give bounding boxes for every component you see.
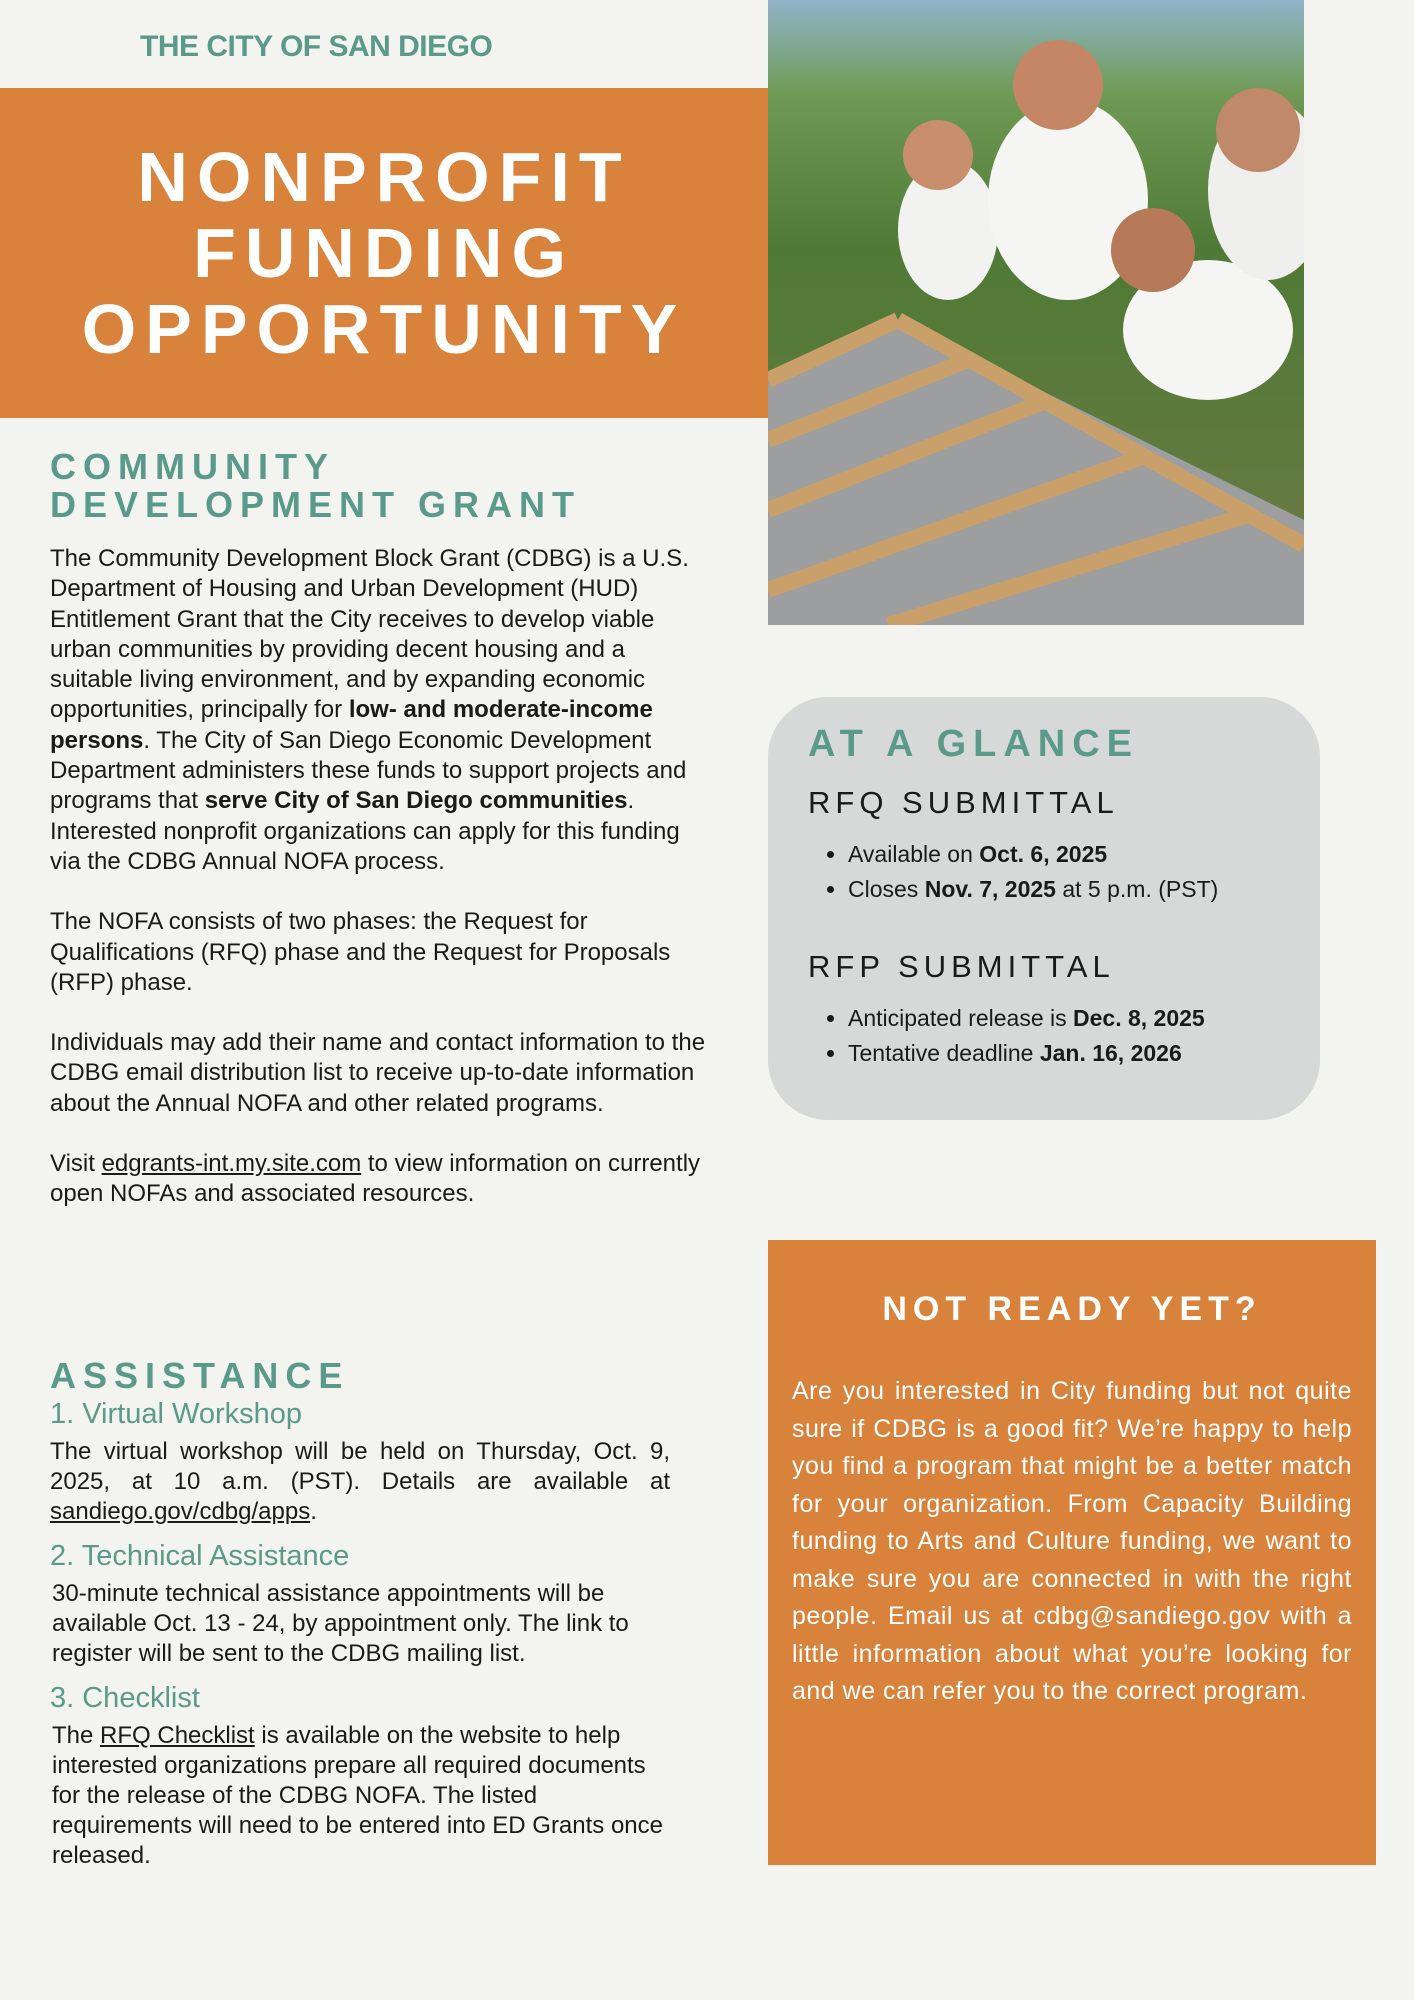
date: Jan. 16, 2026 xyxy=(1039,1040,1182,1066)
checklist-title: 3. Checklist xyxy=(50,1682,200,1714)
date: Oct. 6, 2025 xyxy=(979,841,1108,867)
rfp-release xyxy=(848,1001,1280,1036)
cdg-paragraph-4 xyxy=(50,1149,710,1210)
text: Tentative deadline xyxy=(848,1040,1040,1066)
bold-text: serve City of San Diego communities xyxy=(204,787,628,815)
title-line: NONPROFIT xyxy=(137,138,631,216)
assistance-heading: ASSISTANCE xyxy=(50,1355,350,1396)
text: . Interested nonprofit organizations can apply for this funding via the CDBG Annual NOFA process. xyxy=(50,787,680,875)
rfp-title: RFP SUBMITTAL xyxy=(808,949,1115,984)
cdg-paragraph-3: Individuals may add their name and contact information to the CDBG email distribution list to receive up-to-date information about the Annual NOFA and other related programs. xyxy=(50,1029,706,1117)
text: The Community Development Block Grant (CDBG) is a U.S. Department of Housing and Urban Development (HUD) Entitlement Grant that the City receives to develop viable urban communities by providing decent housing and a suitable living environment, and by expanding economic opportunities, principally for xyxy=(50,545,689,724)
text: to view information on currently open NOFAs and associated resources. xyxy=(50,1150,701,1208)
heading-line: COMMUNITY xyxy=(50,446,335,487)
cdg-heading xyxy=(50,448,710,524)
text: is available on the website to help interested organizations prepare all required documents for the release of the CDBG NOFA. The listed requirements will need to be entered into ED Grants once released. xyxy=(52,1722,664,1869)
cdbg-apps-link[interactable]: sandiego.gov/cdbg/apps xyxy=(50,1498,311,1525)
assistance-section xyxy=(50,1357,670,1871)
org-name: THE CITY OF SAN DIEGO xyxy=(140,30,493,63)
text: . The City of San Diego Economic Development Department administers these funds to support projects and programs that xyxy=(50,726,687,815)
rfq-title: RFQ SUBMITTAL xyxy=(808,785,1119,820)
checklist-text xyxy=(50,1721,670,1871)
not-ready-heading: NOT READY YET? xyxy=(882,1290,1262,1328)
title-banner xyxy=(0,88,768,418)
text: . xyxy=(310,1498,317,1525)
cdg-section xyxy=(50,448,710,1240)
text: Available on xyxy=(848,841,980,867)
cdg-paragraph-1 xyxy=(50,544,710,877)
title-line: FUNDING xyxy=(193,214,575,292)
rfq-checklist-link[interactable]: RFQ Checklist xyxy=(100,1722,255,1749)
bold-text: low- and moderate-income persons xyxy=(50,696,653,754)
not-ready-body: Are you interested in City funding but not quite sure if CDBG is a good fit? We’re happy to help you find a program that might be a better match for your organization. From Capacity Building funding to Arts and Culture funding, we want to make sure you are connected in with the right people. Email us at cdbg@sandiego.gov with a little information about what you’re looking for and we can refer you to the correct program. xyxy=(792,1377,1352,1705)
technical-title: 2. Technical Assistance xyxy=(50,1540,350,1572)
text: Anticipated release is xyxy=(848,1005,1074,1031)
at-a-glance-box xyxy=(768,697,1320,1120)
edgrants-link[interactable]: edgrants-int.my.site.com xyxy=(101,1150,362,1178)
cdg-paragraph-2: The NOFA consists of two phases: the Request for Qualifications (RFQ) phase and the Request for Proposals (RFP) phase. xyxy=(50,908,671,996)
date: Nov. 7, 2025 xyxy=(924,876,1056,902)
date: Dec. 8, 2025 xyxy=(1073,1005,1205,1031)
title-line: OPPORTUNITY xyxy=(81,290,687,368)
text: The virtual workshop will be held on Thursday, Oct. 9, 2025, at 10 a.m. (PST). Details are available at xyxy=(50,1438,670,1495)
not-ready-box xyxy=(768,1240,1376,1865)
rfp-deadline xyxy=(848,1036,1280,1071)
rfq-closes xyxy=(848,872,1280,907)
volunteers-photo xyxy=(768,0,1304,625)
technical-text: 30-minute technical assistance appointments will be available Oct. 13 - 24, by appointment only. The link to register will be sent to the CDBG mailing list. xyxy=(52,1580,629,1667)
text: Closes xyxy=(848,876,925,902)
workshop-text xyxy=(50,1437,670,1527)
glance-heading: AT A GLANCE xyxy=(808,723,1140,765)
heading-line: DEVELOPMENT GRANT xyxy=(50,484,582,525)
text: Visit xyxy=(50,1150,102,1178)
rfq-available xyxy=(848,837,1280,872)
workshop-title: 1. Virtual Workshop xyxy=(50,1398,302,1430)
text: at 5 p.m. (PST) xyxy=(1055,876,1219,902)
text: The xyxy=(52,1722,101,1749)
